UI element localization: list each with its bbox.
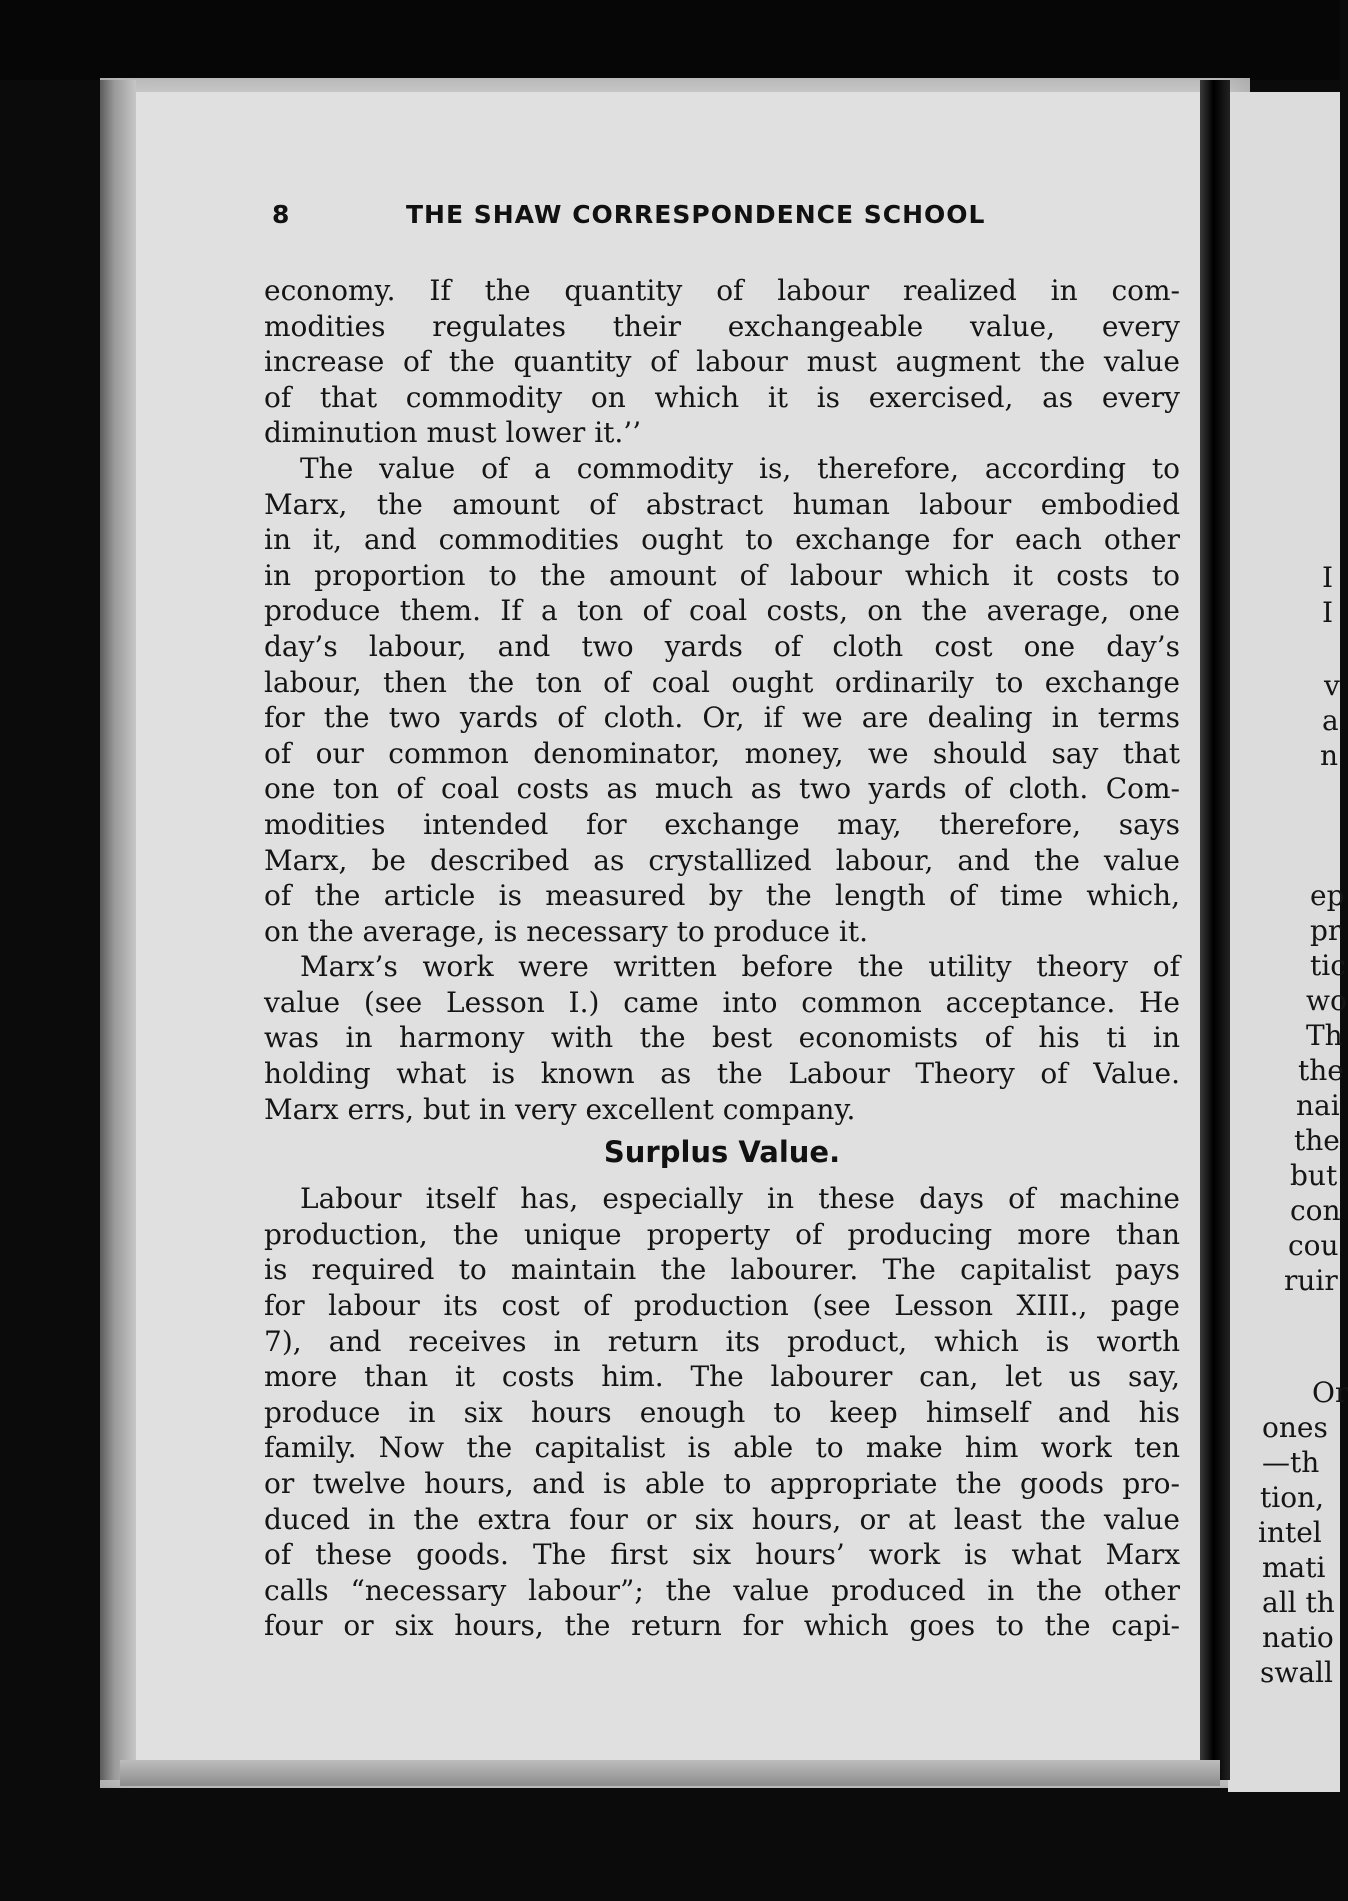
text-line: family. Now the capitalist is able to make him work ten bbox=[264, 1431, 1180, 1465]
facing-text-fragment: I bbox=[1322, 561, 1334, 594]
facing-text-fragment: wo bbox=[1306, 984, 1347, 1017]
text-line: Marx errs, but in very excellent company. bbox=[264, 1092, 856, 1126]
facing-text-fragment: all th bbox=[1262, 1586, 1335, 1619]
facing-text-fragment: n bbox=[1320, 739, 1339, 772]
text-line: of that commodity on which it is exercised, as every bbox=[264, 380, 1180, 414]
text-line: one ton of coal costs as much as two yards of cloth. Com- bbox=[264, 772, 1180, 806]
facing-text-fragment: a bbox=[1322, 704, 1339, 737]
facing-text-fragment: tion, bbox=[1260, 1481, 1324, 1514]
facing-text-fragment: con bbox=[1290, 1194, 1341, 1227]
facing-text-fragment: intel bbox=[1258, 1516, 1322, 1549]
text-line: in proportion to the amount of labour which it costs to bbox=[264, 558, 1180, 592]
facing-text-fragment: ep bbox=[1310, 879, 1345, 912]
facing-text-fragment: v bbox=[1324, 669, 1340, 702]
text-line: production, the unique property of producing more than bbox=[264, 1217, 1180, 1251]
text-line: of the article is measured by the length of time which, bbox=[264, 879, 1180, 913]
facing-text-fragment: Or bbox=[1312, 1376, 1348, 1409]
text-line: The value of a commodity is, therefore, according to bbox=[300, 451, 1180, 485]
text-line: value (see Lesson I.) came into common acceptance. He bbox=[264, 985, 1180, 1019]
facing-text-fragment: swall bbox=[1260, 1656, 1333, 1689]
text-line: of our common denominator, money, we should say that bbox=[264, 736, 1180, 770]
running-head bbox=[272, 200, 1052, 240]
section-heading: Surplus Value. bbox=[603, 1135, 841, 1170]
page-bottom-edge bbox=[120, 1760, 1220, 1786]
text-line: day’s labour, and two yards of cloth cost one day’s bbox=[264, 629, 1180, 663]
text-line: produce in six hours enough to keep himself and his bbox=[264, 1395, 1180, 1429]
facing-text-fragment: natio bbox=[1262, 1621, 1334, 1654]
facing-text-fragment: pr bbox=[1310, 914, 1342, 947]
text-line: more than it costs him. The labourer can, let us say, bbox=[264, 1360, 1180, 1394]
text-line: for labour its cost of production (see Lesson XIII., page bbox=[264, 1289, 1180, 1323]
text-line: labour, then the ton of coal ought ordinarily to exchange bbox=[264, 665, 1180, 699]
facing-text-fragment: the bbox=[1298, 1054, 1344, 1087]
text-line: Labour itself has, especially in these days of machine bbox=[300, 1182, 1180, 1216]
page-number: 8 bbox=[272, 200, 291, 229]
facing-text-fragment: but bbox=[1290, 1159, 1338, 1192]
text-line: modities intended for exchange may, therefore, says bbox=[264, 807, 1180, 841]
text-line: duced in the extra four or six hours, or at least the value bbox=[264, 1502, 1180, 1536]
facing-text-fragment: —th bbox=[1262, 1446, 1320, 1479]
body-text bbox=[264, 273, 1180, 1644]
text-line: increase of the quantity of labour must augment the value bbox=[264, 345, 1180, 379]
facing-text-fragment: tic bbox=[1310, 949, 1346, 982]
text-line: modities regulates their exchangeable value, every bbox=[264, 309, 1180, 343]
text-line: Marx, the amount of abstract human labour embodied bbox=[264, 487, 1180, 521]
scan-background bbox=[0, 0, 1340, 80]
text-line: economy. If the quantity of labour realized in com- bbox=[264, 274, 1180, 307]
text-line: of these goods. The first six hours’ work is what Marx bbox=[264, 1538, 1180, 1572]
text-line: 7), and receives in return its product, which is worth bbox=[264, 1324, 1180, 1358]
facing-text-fragment: I bbox=[1322, 596, 1334, 629]
text-line: was in harmony with the best economists of his ti in bbox=[264, 1021, 1180, 1055]
text-line: is required to maintain the labourer. The capitalist pays bbox=[264, 1253, 1180, 1287]
text-line: four or six hours, the return for which goes to the capi- bbox=[264, 1609, 1180, 1643]
facing-text-fragment: ones bbox=[1262, 1411, 1328, 1444]
text-line: or twelve hours, and is able to appropriate the goods pro- bbox=[264, 1467, 1180, 1500]
text-line: produce them. If a ton of coal costs, on the average, one bbox=[264, 594, 1180, 628]
text-line: on the average, is necessary to produce it. bbox=[264, 914, 869, 948]
facing-text-fragment: cou bbox=[1288, 1229, 1339, 1262]
text-line: calls “necessary labour”; the value produced in the other bbox=[264, 1573, 1180, 1607]
text-line: in it, and commodities ought to exchange for each other bbox=[264, 523, 1180, 557]
facing-text-fragment: nai bbox=[1296, 1089, 1340, 1122]
text-line: for the two yards of cloth. Or, if we are dealing in terms bbox=[264, 701, 1180, 735]
text-line: diminution must lower it.’’ bbox=[264, 416, 642, 450]
text-line: holding what is known as the Labour Theory of Value. bbox=[264, 1057, 1180, 1091]
running-title: THE SHAW CORRESPONDENCE SCHOOL bbox=[406, 200, 986, 229]
book-gutter bbox=[1200, 80, 1230, 1780]
facing-text-fragment: mati bbox=[1262, 1551, 1326, 1584]
facing-text-fragment: Th bbox=[1306, 1019, 1343, 1052]
facing-text-fragment: ruir bbox=[1284, 1264, 1338, 1297]
text-line: Marx, be described as crystallized labour, and the value bbox=[264, 843, 1180, 877]
text-line: Marx’s work were written before the utility theory of bbox=[300, 950, 1180, 984]
facing-text-fragment: the bbox=[1294, 1124, 1340, 1157]
binding-edge bbox=[100, 80, 136, 1780]
